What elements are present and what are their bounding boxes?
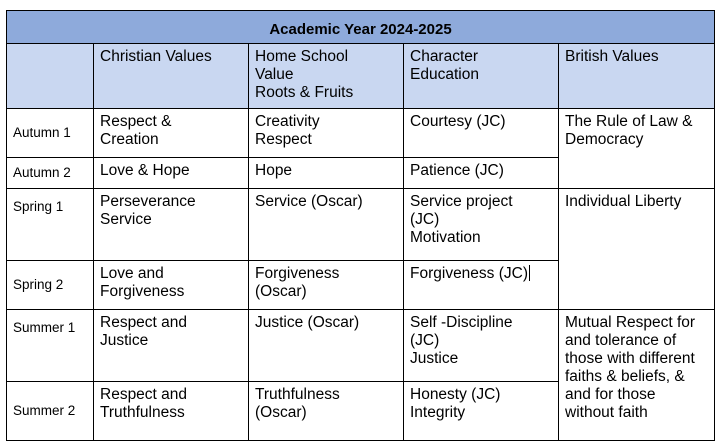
table-row bbox=[7, 109, 715, 158]
home-school-value-cell: Justice (Oscar) bbox=[249, 310, 404, 382]
christian-value-cell: Love and Forgiveness bbox=[94, 261, 249, 310]
term-label: Spring 2 bbox=[7, 261, 94, 310]
home-school-value-cell: Hope bbox=[249, 158, 404, 189]
term-label: Summer 2 bbox=[7, 382, 94, 441]
term-label: Autumn 1 bbox=[7, 109, 94, 158]
term-label: Spring 1 bbox=[7, 189, 94, 261]
character-education-cell: Service project (JC) Motivation bbox=[404, 189, 559, 261]
header-christian-values: Christian Values bbox=[94, 44, 249, 109]
character-education-cell: Self -Discipline (JC) Justice bbox=[404, 310, 559, 382]
british-value-cell: Mutual Respect for and tolerance of those with different faiths & beliefs, & and for those without faith bbox=[559, 310, 715, 441]
home-school-value-cell: Creativity Respect bbox=[249, 109, 404, 158]
christian-value-cell: Perseverance Service bbox=[94, 189, 249, 261]
header-british-values: British Values bbox=[559, 44, 715, 109]
term-label: Summer 1 bbox=[7, 310, 94, 382]
home-school-value-cell: Service (Oscar) bbox=[249, 189, 404, 261]
table-title: Academic Year 2024-2025 bbox=[7, 11, 715, 44]
academic-year-table bbox=[6, 10, 715, 441]
term-label: Autumn 2 bbox=[7, 158, 94, 189]
table-row bbox=[7, 310, 715, 382]
character-education-cell: Honesty (JC) Integrity bbox=[404, 382, 559, 441]
home-school-value-cell: Forgiveness (Oscar) bbox=[249, 261, 404, 310]
character-education-cell: Courtesy (JC) bbox=[404, 109, 559, 158]
table-row bbox=[7, 189, 715, 261]
british-value-cell: The Rule of Law & Democracy bbox=[559, 109, 715, 189]
editable-cell-text: Forgiveness (JC) bbox=[410, 265, 528, 282]
christian-value-cell: Respect and Truthfulness bbox=[94, 382, 249, 441]
character-education-cell[interactable] bbox=[404, 261, 559, 310]
header-row bbox=[7, 44, 715, 109]
christian-value-cell: Respect & Creation bbox=[94, 109, 249, 158]
home-school-value-cell: Truthfulness (Oscar) bbox=[249, 382, 404, 441]
character-education-cell: Patience (JC) bbox=[404, 158, 559, 189]
header-term bbox=[7, 44, 94, 109]
christian-value-cell: Love & Hope bbox=[94, 158, 249, 189]
header-character-education: Character Education bbox=[404, 44, 559, 109]
christian-value-cell: Respect and Justice bbox=[94, 310, 249, 382]
british-value-cell: Individual Liberty bbox=[559, 189, 715, 310]
text-cursor bbox=[529, 265, 530, 281]
header-home-school-value: Home School Value Roots & Fruits bbox=[249, 44, 404, 109]
title-row bbox=[7, 11, 715, 44]
